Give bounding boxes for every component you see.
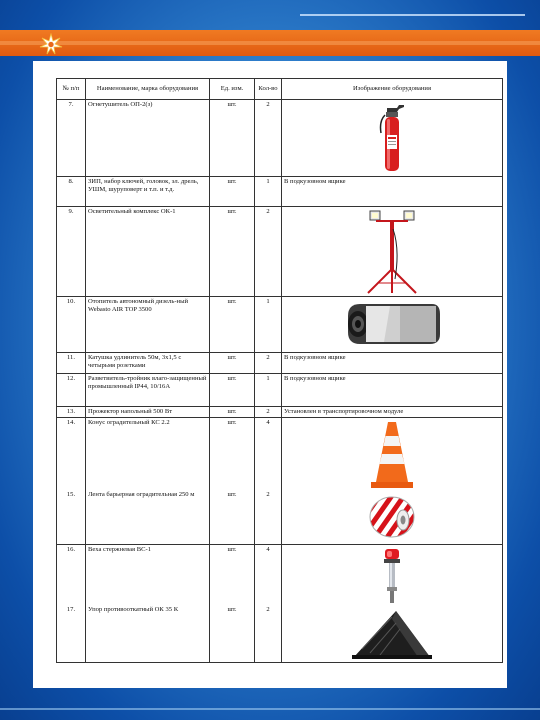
header-unit: Ед. изм. [210, 79, 255, 100]
equipment-table [56, 78, 503, 663]
row-name: ЗИП, набор ключей, головок, эл. дрель, УШМ, шуруповерт и т.п. и т.д. [86, 177, 210, 207]
row-num: 7. [57, 100, 86, 177]
row-num: 16. [57, 545, 86, 605]
row-qty: 4 [255, 418, 282, 490]
row-num: 12. [57, 374, 86, 407]
top-decor-line [300, 14, 525, 16]
row-qty: 1 [255, 177, 282, 207]
row-unit: шт. [210, 177, 255, 207]
row-qty: 1 [255, 374, 282, 407]
header-band [0, 30, 540, 56]
row-name: Прожектор напольный 500 Вт [86, 407, 210, 418]
row-num: 17. [57, 605, 86, 663]
row-qty: 2 [255, 353, 282, 374]
fire-extinguisher-icon [377, 103, 407, 173]
row-unit: шт. [210, 100, 255, 177]
row-name: Веха стержневая ВС-1 [86, 545, 210, 605]
header-image: Изображение оборудования [282, 79, 503, 100]
table-row [57, 207, 503, 297]
row-num: 8. [57, 177, 86, 207]
row-qty: 2 [255, 490, 282, 545]
row-name: Разветвитель-тройник влаго-защищенный промышленный IP44, 10/16А [86, 374, 210, 407]
row-name: Отопитель автономный дизель-ный Webasto AIR TOP 3500 [86, 297, 210, 353]
row-qty: 2 [255, 407, 282, 418]
row-qty: 1 [255, 297, 282, 353]
header-name: Наименование, марка оборудования [86, 79, 210, 100]
row-qty: 2 [255, 100, 282, 177]
row-name: Упор противооткатный ОК 35 К [86, 605, 210, 663]
row-unit: шт. [210, 545, 255, 605]
row-name: Катушка удлинитель 50м, 3х1,5 с четырьмя розетками [86, 353, 210, 374]
table-row [57, 418, 503, 490]
row-image-cell [282, 100, 503, 177]
table-row [57, 353, 503, 374]
row-image-cell [282, 418, 503, 490]
row-unit: шт. [210, 374, 255, 407]
row-name: Лента барьерная оградительная 250 м [86, 490, 210, 545]
row-note: Установлен в транспортировочном модуле [282, 407, 503, 418]
row-unit: шт. [210, 418, 255, 490]
row-num: 11. [57, 353, 86, 374]
row-name: Осветительный комплекс ОК-1 [86, 207, 210, 297]
table-row [57, 545, 503, 605]
light-tower-icon [362, 209, 422, 295]
row-note: В подкузовном ящике [282, 177, 503, 207]
bottom-decor-line [0, 708, 540, 710]
barrier-tape-icon [367, 492, 417, 542]
document-page [33, 61, 507, 688]
table-header-row [57, 79, 503, 100]
row-unit: шт. [210, 207, 255, 297]
row-qty: 2 [255, 207, 282, 297]
row-note: В подкузовном ящике [282, 374, 503, 407]
row-unit: шт. [210, 605, 255, 663]
row-unit: шт. [210, 407, 255, 418]
emercom-star-emblem-icon [38, 33, 64, 55]
row-qty: 2 [255, 605, 282, 663]
diesel-heater-icon [340, 300, 444, 348]
row-num: 13. [57, 407, 86, 418]
row-num: 9. [57, 207, 86, 297]
row-name: Огнетушитель ОП-2(з) [86, 100, 210, 177]
table-row [57, 490, 503, 545]
header-qty: Кол-во [255, 79, 282, 100]
warning-post-icon [379, 547, 405, 605]
row-image-cell [282, 545, 503, 605]
row-image-cell [282, 605, 503, 663]
row-note: В подкузовном ящике [282, 353, 503, 374]
table-row [57, 177, 503, 207]
row-name: Конус оградительный КС 2.2 [86, 418, 210, 490]
wheel-chock-icon [348, 607, 436, 661]
row-qty: 4 [255, 545, 282, 605]
row-num: 10. [57, 297, 86, 353]
table-row [57, 407, 503, 418]
table-row [57, 297, 503, 353]
table-row [57, 374, 503, 407]
row-unit: шт. [210, 490, 255, 545]
header-band-stripe [0, 41, 540, 45]
header-num: № п/п [57, 79, 86, 100]
table-row [57, 605, 503, 663]
row-image-cell [282, 490, 503, 545]
row-image-cell [282, 297, 503, 353]
row-unit: шт. [210, 297, 255, 353]
row-unit: шт. [210, 353, 255, 374]
row-num: 15. [57, 490, 86, 545]
row-num: 14. [57, 418, 86, 490]
row-image-cell [282, 207, 503, 297]
traffic-cone-icon [370, 420, 414, 490]
table-row [57, 100, 503, 177]
